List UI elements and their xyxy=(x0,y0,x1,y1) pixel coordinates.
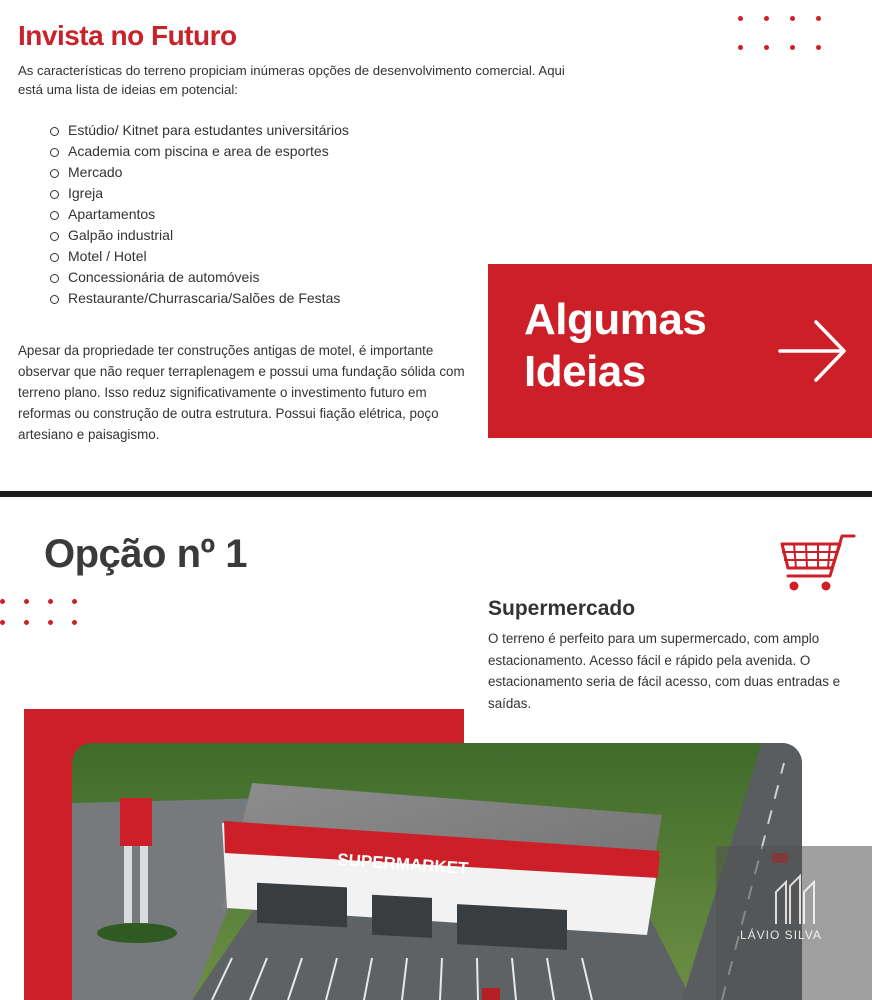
intro-text: As características do terreno propiciam inúmeras opções de desenvolvimento comercial. Aqui está uma lista de ideias em potencial: xyxy=(18,63,565,97)
option-description: O terreno é perfeito para um supermercado, com amplo estacionamento. Acesso fácil e rápido pela avenida. O estacionamento seria de fácil acesso, com duas entradas e saídas. xyxy=(488,631,841,711)
list-item: Estúdio/ Kitnet para estudantes universitários xyxy=(50,120,349,141)
list-item: Igreja xyxy=(50,183,349,204)
list-item: Academia com piscina e area de esportes xyxy=(50,141,349,162)
option-title: Opção nº 1 xyxy=(44,532,247,576)
ideas-banner-line1: Algumas xyxy=(524,295,707,344)
watermark-name: LÁVIO SILVA xyxy=(740,928,822,942)
list-item: Restaurante/Churrascaria/Salões de Festas xyxy=(50,288,349,309)
ideas-banner-line2: Ideias xyxy=(524,347,646,396)
list-item: Galpão industrial xyxy=(50,225,349,246)
section-divider xyxy=(0,491,872,497)
decorative-dots-top xyxy=(738,16,821,50)
supermarket-sign: SUPERMARKET xyxy=(336,850,470,879)
arrow-right-icon xyxy=(778,316,848,386)
option-subtitle: Supermercado xyxy=(488,597,636,620)
ideas-banner-label xyxy=(524,294,706,398)
page-title: Invista no Futuro xyxy=(18,20,237,51)
shopping-cart-icon xyxy=(772,530,858,596)
list-item: Mercado xyxy=(50,162,349,183)
ideas-banner[interactable] xyxy=(488,264,872,438)
property-description: Apesar da propriedade ter construções antigas de motel, é importante observar que não requer terraplenagem e possui uma fundação sólida com terreno plano. Isso reduz significativamente o investimento futuro em reformas ou construção de outra estrutura. Possui fiação elétrica, poço artesiano e paisagismo. xyxy=(18,343,465,442)
list-item: Apartamentos xyxy=(50,204,349,225)
list-item: Concessionária de automóveis xyxy=(50,267,349,288)
watermark-logo xyxy=(716,846,872,1000)
supermarket-render-image xyxy=(72,743,802,1000)
decorative-dots-middle xyxy=(0,599,77,625)
list-item: Motel / Hotel xyxy=(50,246,349,267)
ideas-list xyxy=(50,120,349,309)
